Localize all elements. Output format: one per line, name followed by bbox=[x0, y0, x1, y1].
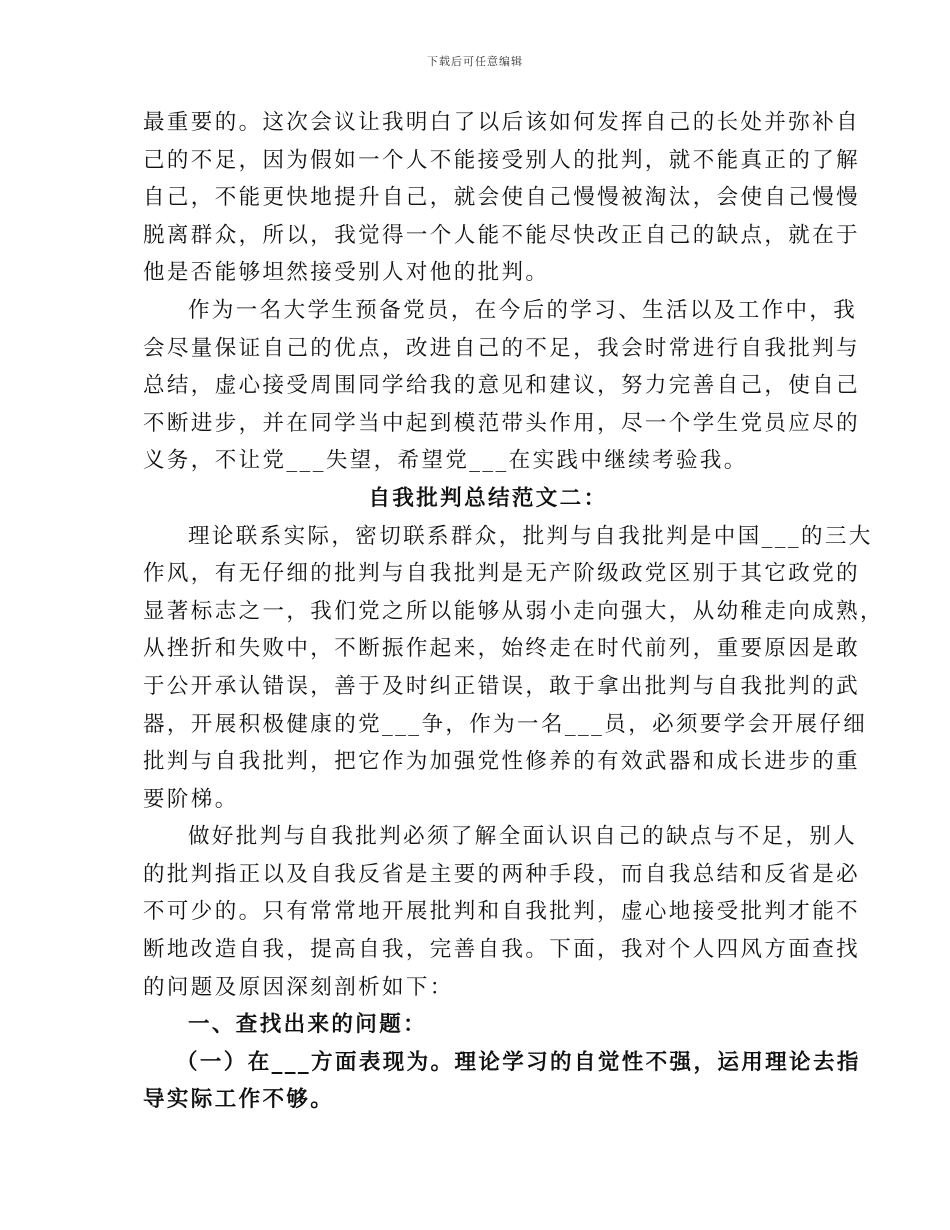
paragraph-line: 他是否能够坦然接受别人对他的批判。 bbox=[143, 260, 550, 286]
paragraph-line: 显著标志之一，我们党之所以能够从弱小走向强大，从幼稚走向成熟， bbox=[143, 598, 884, 624]
paragraph-line: 不断进步，并在同学当中起到模范带头作用，尽一个学生党员应尽的 bbox=[143, 410, 861, 436]
section-title: 自我批判总结范文二： bbox=[368, 485, 608, 511]
paragraph-line: 最重要的。这次会议让我明白了以后该如何发挥自己的长处并弥补自 bbox=[143, 110, 861, 135]
document-body bbox=[143, 104, 884, 1119]
paragraph-line: 义务，不让党___失望，希望党___在实践中继续考验我。 bbox=[143, 448, 748, 474]
paragraph-line: 总结，虚心接受周围同学给我的意见和建议，努力完善自己，使自己 bbox=[143, 373, 861, 399]
paragraph-line: 的批判指正以及自我反省是主要的两种手段，而自我总结和反省是必 bbox=[143, 861, 861, 887]
paragraph-line: 作风，有无仔细的批判与自我批判是无产阶级政党区别于其它政党的 bbox=[143, 561, 861, 587]
paragraph-line: 不可少的。只有常常地开展批判和自我批判，虚心地接受批判才能不 bbox=[143, 899, 861, 925]
paragraph-line: 理论联系实际，密切联系群众，批判与自我批判是中国___的三大 bbox=[188, 523, 873, 549]
page-header: 下载后可任意编辑 bbox=[427, 55, 523, 68]
paragraph-line: 脱离群众，所以，我觉得一个人能不能尽快改正自己的缺点，就在于 bbox=[143, 222, 861, 248]
heading-problems: 一、查找出来的问题： bbox=[188, 1012, 428, 1038]
subheading-line: 导实际工作不够。 bbox=[143, 1087, 335, 1113]
paragraph-line: 会尽量保证自己的优点，改进自己的不足，我会时常进行自我批判与 bbox=[143, 335, 861, 361]
paragraph-line: 于公开承认错误，善于及时纠正错误，敢于拿出批判与自我批判的武 bbox=[143, 673, 861, 699]
paragraph-line: 的问题及原因深刻剖析如下： bbox=[143, 974, 454, 1000]
paragraph-line: 自己，不能更快地提升自己，就会使自己慢慢被淘汰，会使自己慢慢 bbox=[143, 185, 861, 211]
paragraph-line: 断地改造自我，提高自我，完善自我。下面，我对个人四风方面查找 bbox=[143, 937, 861, 963]
paragraph-line: 器，开展积极健康的党___争，作为一名___员，必须要学会开展仔细 bbox=[143, 711, 868, 737]
paragraph-line: 做好批判与自我批判必须了解全面认识自己的缺点与不足，别人 bbox=[188, 824, 858, 850]
subheading-line: （一）在___方面表现为。理论学习的自觉性不强，运用理论去指 bbox=[176, 1049, 861, 1075]
paragraph-line: 从挫折和失败中，不断振作起来，始终走在时代前列，重要原因是敢 bbox=[143, 636, 861, 662]
paragraph-line: 作为一名大学生预备党员，在今后的学习、生活以及工作中，我 bbox=[188, 297, 858, 323]
paragraph-line: 要阶梯。 bbox=[143, 786, 239, 812]
paragraph-line: 批判与自我批判，把它作为加强党性修养的有效武器和成长进步的重 bbox=[143, 749, 861, 775]
paragraph-line: 己的不足，因为假如一个人不能接受别人的批判，就不能真正的了解 bbox=[143, 147, 861, 173]
